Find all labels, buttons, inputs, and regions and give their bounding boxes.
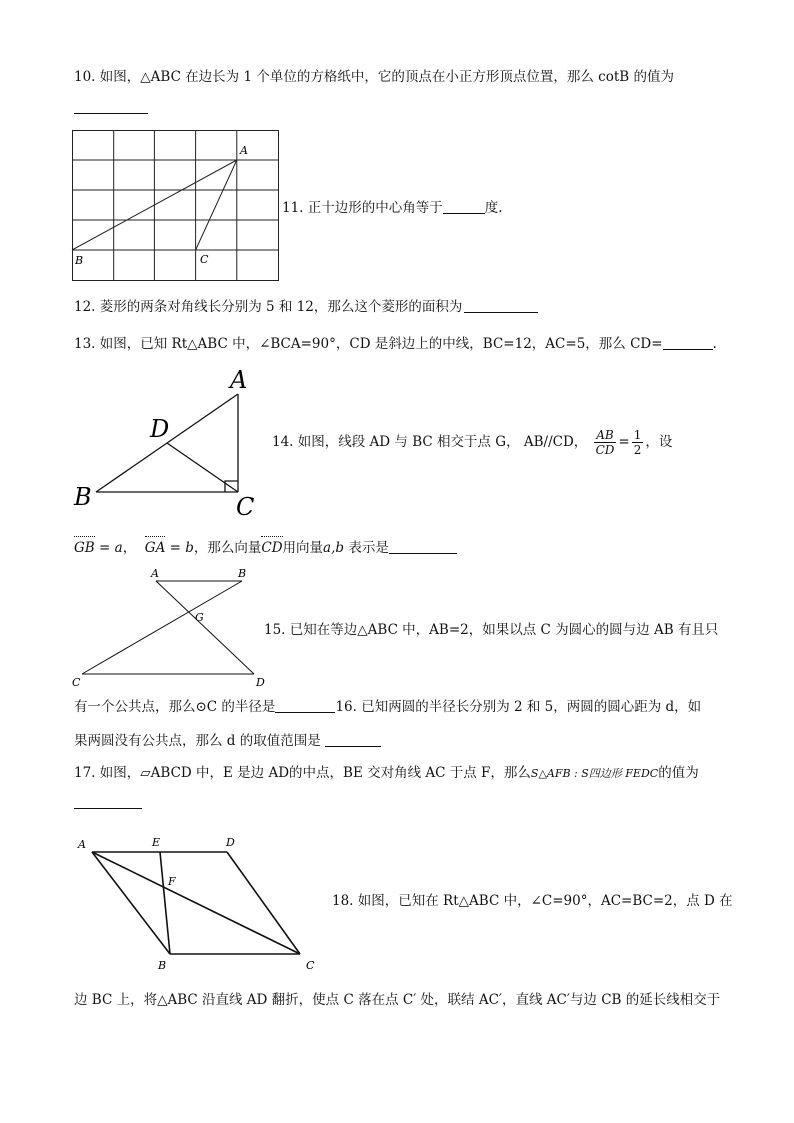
q14-pre: 14. 如图，线段 AD 与 BC 相交于点 G， AB//CD， [272,434,588,450]
q14-label-b: B [238,567,247,580]
q17-answer-blank [74,794,142,809]
q14-answer-blank [389,539,457,554]
q13-label-d: D [150,415,170,443]
q14-post: ，设 [645,434,673,450]
q14-vector-b: b [185,540,194,556]
q10-answer-blank [74,99,148,114]
q17-pre: 17. 如图，▱ABCD 中，E 是边 AD的中点，BE 交对角线 AC 于点 F，那么 [74,765,531,781]
q10-label-c: C [200,253,209,266]
q14-fraction-ab-cd: $\frac{AB}{CD}$ [595,428,615,457]
q17-label-e: E [152,836,161,849]
q16-answer-blank [325,732,381,747]
q14-vector-ga: GA [144,540,166,556]
q14-fraction-half: $\frac{1}{2}$ [633,428,642,457]
q15-line1: 15. 已知在等边△ABC 中，AB=2，如果以点 C 为圆心的圆与边 AB 有且只 [264,622,719,638]
q14-vector-a: a [114,540,123,556]
q14-label-d: D [256,676,265,689]
q17-parallelogram-figure [72,834,332,974]
q14-mid: ，那么向量 [193,540,262,556]
q11-answer-blank [443,199,485,214]
q15-answer-blank [275,698,335,713]
q13-label-c: C [236,493,255,521]
q13-text [74,335,717,353]
q14-equals: = [618,434,630,450]
q18-line2: 边 BC 上，将△ABC 沿直线 AD 翻折，使点 C 落在点 C′ 处，联结 AC′，直线 AC′与边 CB 的延长线相交于 [74,992,721,1008]
q10-grid-figure [72,130,282,285]
q14-line2: GB = a， GA = b，那么向量CD用向量a,b 表示是 [74,539,457,557]
q14-vector-cd: CD [261,540,283,556]
q14-vector-gb: GB [74,540,95,556]
q10-label-a: A [240,144,248,157]
q15-line2: 有一个公共点，那么⊙C 的半径是 [74,699,276,715]
q16-line2-wrap [74,732,381,750]
q14-text [272,425,672,459]
q12-body: 12. 菱形的两条对角线长分别为 5 和 12，那么这个菱形的面积为 [74,299,463,315]
q12-text [74,298,538,316]
q14-use: 用向量 [282,540,324,556]
q14-segments-figure [72,566,272,691]
q11-post: 度. [484,200,503,216]
q17-label-b: B [158,959,167,972]
q11-text [282,199,503,217]
q14-vectors-ab: a,b [323,540,345,556]
q14-label-c: C [72,676,81,689]
q13-label-a: A [230,366,248,394]
q14-end: 表示是 [348,540,389,556]
q13-answer-blank [663,335,713,350]
q14-label-g: G [195,611,204,624]
q15-16-line [74,698,701,716]
q17-label-a: A [78,838,86,851]
q18-line1: 18. 如图，已知在 Rt△ABC 中，∠C=90°，AC=BC=2，点 D 在 [332,893,733,909]
q17-ratio: S△AFB : S四边形 FEDC [530,767,659,780]
q17-label-c: C [306,959,315,972]
q16-line2: 果两圆没有公共点，那么 d 的取值范围是 [74,733,321,749]
q16-line1: 16. 已知两圆的半径长分别为 2 和 5，两圆的圆心距为 d，如 [335,699,702,715]
q13-body: 13. 如图，已知 Rt△ABC 中，∠BCA=90°，CD 是斜边上的中线，BC=12，AC=5，那么 CD= [74,336,663,352]
q12-answer-blank [464,298,538,313]
q11-pre: 11. 正十边形的中心角等于 [282,200,443,216]
q13-end: . [712,336,717,352]
q10-text: 10. 如图，△ABC 在边长为 1 个单位的方格纸中，它的顶点在小正方形顶点位置，那么 cotB 的值为 [74,69,674,85]
q13-triangle-figure [72,365,272,520]
q17-label-f: F [168,875,176,888]
q10-label-b: B [75,254,84,267]
q17-label-d: D [226,836,235,849]
q17-post: 的值为 [658,765,699,781]
q14-label-a: A [151,567,159,580]
q13-label-b: B [74,483,92,511]
q17-text [74,764,699,783]
